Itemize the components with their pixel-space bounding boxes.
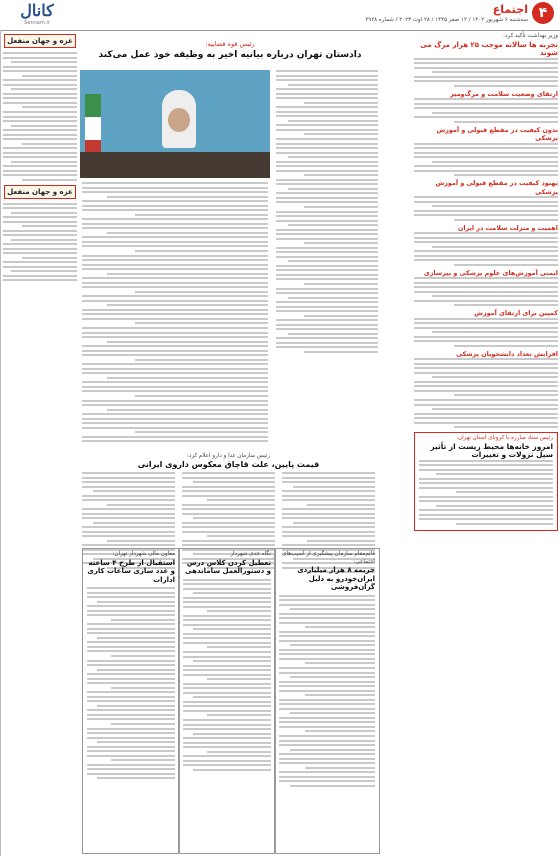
dateline: سه‌شنبه ۶ شهریور ۱۴۰۲ / ۱۲ صفر ۱۴۴۵ / ۲۸ اوت ۲۰۲۳ / شماره ۲۹۲۸ [365,17,528,23]
main-headline: دادستان تهران درباره بیانیه اخیر به وظیفه خود عمل می‌کند [98,50,362,60]
right-headline: تجربه ها سالانه موجب ۲۵ هزار مرگ می شوند [420,40,558,57]
box-left-headline: استقبال از طرح ۴ ساعته و غدد سازی ساعات کاری ادارات [87,558,175,584]
main-article-heading [80,40,380,61]
box-right-kicker: قائم‌مقام سازمان پیشگیری از آسیب‌های اجتماعی: [282,551,375,565]
page-header [0,0,560,31]
desk-shape [80,152,270,178]
right-bottom-box [414,432,558,531]
right-text-block [412,58,560,87]
box-left-kicker: معاون مالی شهردار تهران: [112,551,175,557]
right-subhead-4: اهمیت و منزلت سلامت در ایران [457,223,558,232]
box-middle-headline: تعطیل کردن کلاس درس و دستورالعمل ساماندهی [185,558,271,575]
right-bottom-kicker: رئیس ستاد مبارزه با کرونای استان تهران: [456,435,553,441]
right-subhead-6: کمپین برای ارتقای آموزش [474,309,558,317]
logo-site: Sennam.ir [24,20,50,26]
main-photo [80,70,270,178]
logo-text: کانال [20,1,54,20]
left-top-heading: غزه و جهان منفعل [7,37,73,45]
speaker-face [168,108,190,132]
page-number-badge: ۴ [532,2,554,24]
left-bottom-box [4,185,76,199]
right-subhead-5: ایمنی آموزش‌های علوم پزشکی و پیرسازی [423,268,558,277]
bottom-box-middle [178,548,276,854]
left-bottom-heading: غزه و جهان منفعل [7,187,73,196]
main-text-left [80,182,270,444]
box-right-headline: جریمه ۸ هزار میلیاردی ایران‌خودرو به دلیل گران‌فروشی [297,566,375,591]
main-text-right [274,70,380,450]
left-top-box [4,34,76,48]
mid-headline: قیمت پایین، علت قاچاق معکوس داروی ایرانی [137,460,320,469]
section-title: اجتماع [492,3,528,16]
bottom-box-left [82,548,180,854]
right-column [412,30,560,856]
right-subhead-1: ارتقای وضعیت سلامت و مرگ‌ومیر [450,89,558,98]
masthead-logo [8,2,66,28]
left-column [0,30,79,856]
right-kicker: وزیر بهداشت تأکید کرد: [503,33,558,39]
right-bottom-headline: امروز خانه‌ها محیط زیست از تأثیر سیل نزولات و تغییرات [430,441,553,459]
right-subhead-2: بدون کیفیت در مقطع قبولی و آموزش پزشکی [436,125,558,142]
right-subhead-7: افزایش تعداد دانشجویان پزشکی [456,349,558,358]
right-subhead-3: بهبود کیفیت در مقطع قبولی و آموزش پزشکی [435,179,558,196]
bottom-box-right [274,548,380,854]
box-middle-kicker: نگاه جدی شهردار [230,551,271,557]
main-kicker: رئیس قوه قضاییه: [205,40,255,48]
mid-kicker: رئیس سازمان غذا و دارو اعلام کرد: [186,453,271,459]
